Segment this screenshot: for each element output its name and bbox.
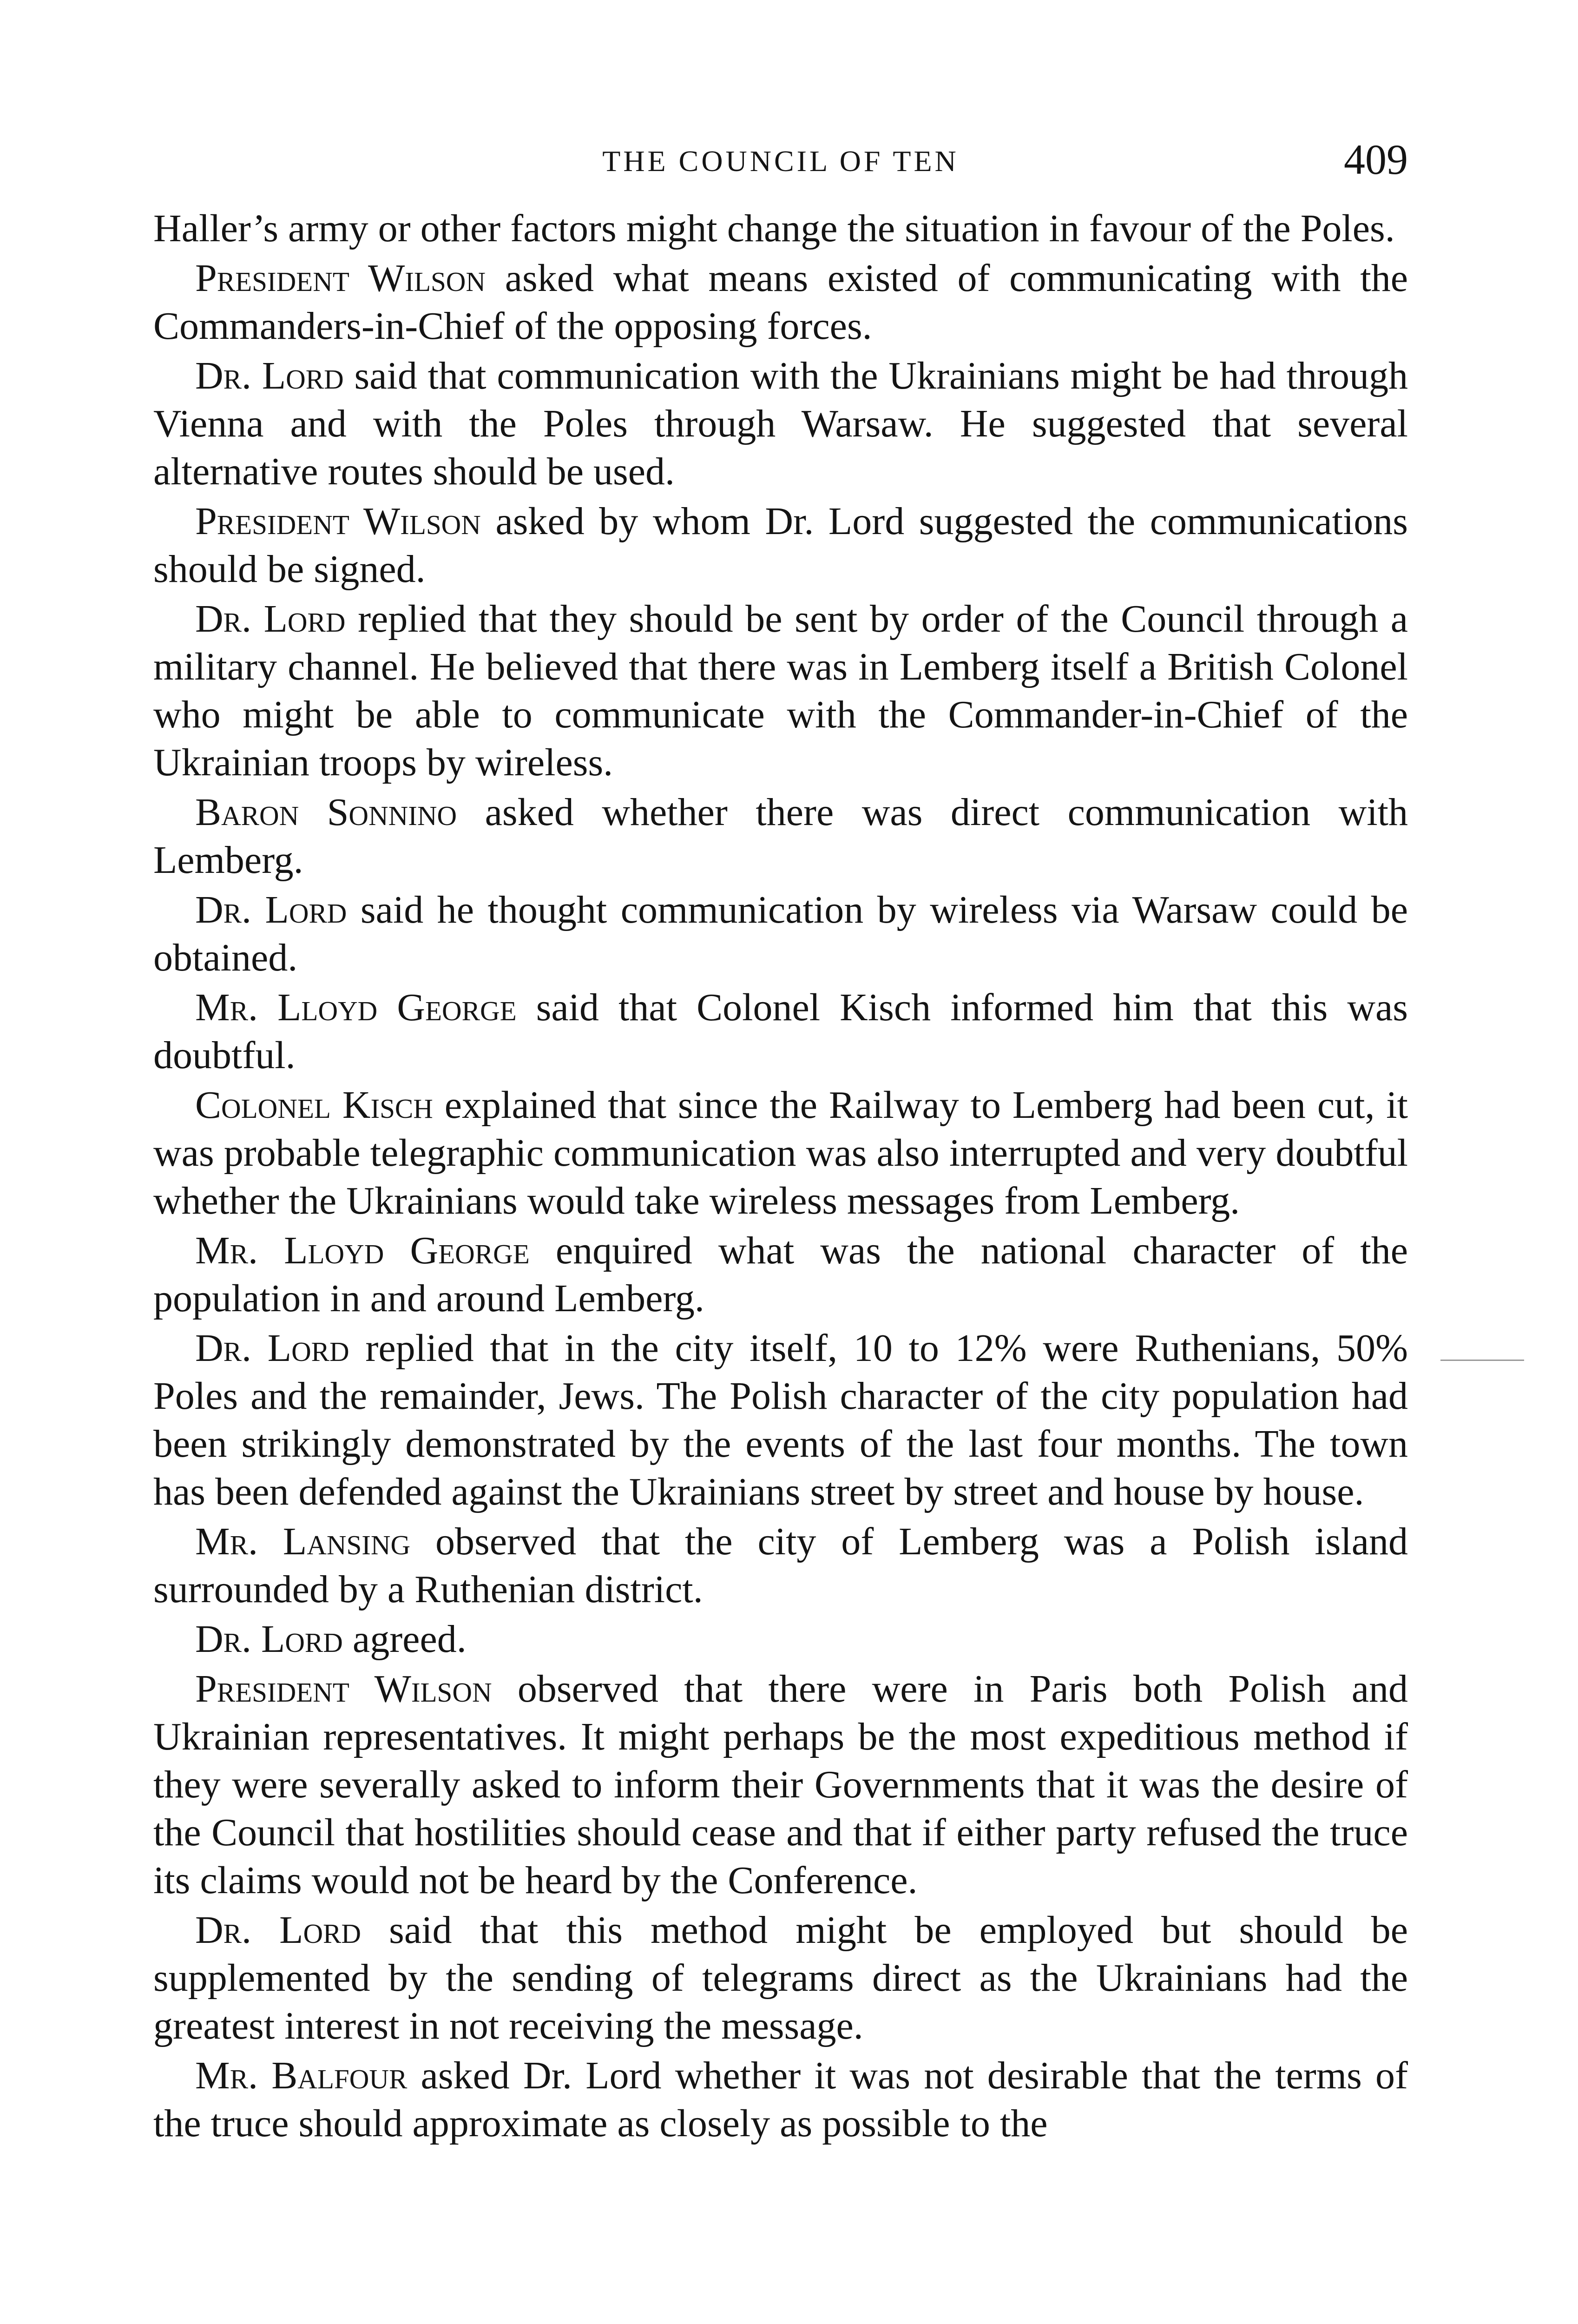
paragraph-text: asked Dr. Lord whether it was not desirable that the terms of the truce should approximate as closely as possible to the <box>153 2054 1408 2145</box>
paragraph <box>153 788 1408 884</box>
paragraph <box>153 497 1408 593</box>
page-number: 409 <box>1344 136 1408 183</box>
paragraph-text: said he thought communication by wireless via Warsaw could be obtained. <box>153 888 1408 979</box>
speaker-name: Colonel Kisch <box>195 1083 433 1127</box>
paragraph <box>153 1615 1408 1663</box>
speaker-name: Baron Sonnino <box>195 791 457 834</box>
paragraph <box>153 1324 1408 1516</box>
paragraph-text: agreed. <box>342 1618 467 1661</box>
paragraph <box>153 205 1408 252</box>
paragraph-text: enquired what was the national character of the population in and around Lemberg. <box>153 1229 1408 1320</box>
speaker-name: Mr. Balfour <box>195 2054 408 2097</box>
paragraph <box>153 352 1408 495</box>
page-header <box>153 135 1408 191</box>
paragraph <box>153 1665 1408 1904</box>
paragraph-text: replied that in the city itself, 10 to 12% were Ruthenians, 50% Poles and the remainder, Jews. The Polish character of the city population had been strikingly demonstrated by the events of the last four months. The town has been defended against the Ukrainians street by street and house by house. <box>153 1327 1408 1513</box>
margin-mark <box>1440 1360 1524 1361</box>
paragraph <box>153 254 1408 350</box>
speaker-name: Mr. Lansing <box>195 1520 411 1563</box>
speaker-name: President Wilson <box>195 257 486 300</box>
paragraph-text: said that communication with the Ukrainians might be had through Vienna and with the Poles through Warsaw. He suggested that several alternative routes should be used. <box>153 354 1408 493</box>
paragraph <box>153 1518 1408 1613</box>
paragraph-text: asked whether there was direct communication with Lemberg. <box>153 791 1408 882</box>
speaker-name: Dr. Lord <box>195 597 346 640</box>
paragraph <box>153 984 1408 1079</box>
paragraph <box>153 1906 1408 2050</box>
speaker-name: President Wilson <box>195 1667 492 1710</box>
paragraph-text: asked what means existed of communicating with the Commanders-in-Chief of the opposing forces. <box>153 257 1408 348</box>
paragraph <box>153 886 1408 982</box>
paragraph <box>153 1227 1408 1322</box>
body-text <box>153 205 1408 2147</box>
speaker-name: Mr. Lloyd George <box>195 1229 530 1272</box>
paragraph <box>153 2052 1408 2147</box>
paragraph-text: replied that they should be sent by order of the Council through a military channel. He believed that there was in Lemberg itself a British Colonel who might be able to communicate with the Commander-in-Chief of the Ukrainian troops by wireless. <box>153 597 1408 784</box>
paragraph <box>153 1081 1408 1225</box>
paragraph-text: observed that the city of Lemberg was a Polish island surrounded by a Ruthenian district. <box>153 1520 1408 1611</box>
speaker-name: Dr. Lord <box>195 354 344 397</box>
speaker-name: Dr. Lord <box>195 888 347 931</box>
paragraph <box>153 595 1408 786</box>
speaker-name: Mr. Lloyd George <box>195 986 517 1029</box>
paragraph-text: explained that since the Railway to Lemberg had been cut, it was probable telegraphic communication was also interrupted and very doubtful whether the Ukrainians would take wireless messages from Lemberg. <box>153 1083 1408 1222</box>
speaker-name: President Wilson <box>195 500 481 543</box>
paragraph-text: observed that there were in Paris both Polish and Ukrainian representatives. It might perhaps be the most expeditious method if they were severally asked to inform their Governments that it was the desire of the Council that hostilities should cease and that if either party refused the truce its claims would not be heard by the Conference. <box>153 1667 1408 1902</box>
paragraph-text: Haller’s army or other factors might change the situation in favour of the Poles. <box>153 207 1395 250</box>
speaker-name: Dr. Lord <box>195 1327 349 1370</box>
document-page <box>153 135 1408 2149</box>
running-title: THE COUNCIL OF TEN <box>602 145 959 178</box>
speaker-name: Dr. Lord <box>195 1908 362 1952</box>
speaker-name: Dr. Lord <box>195 1618 343 1661</box>
paragraph-text: asked by whom Dr. Lord suggested the communications should be signed. <box>153 500 1408 591</box>
paragraph-text: said that Colonel Kisch informed him that this was doubtful. <box>153 986 1408 1077</box>
paragraph-text: said that this method might be employed but should be supplemented by the sending of telegrams direct as the Ukrainians had the greatest interest in not receiving the message. <box>153 1908 1408 2047</box>
